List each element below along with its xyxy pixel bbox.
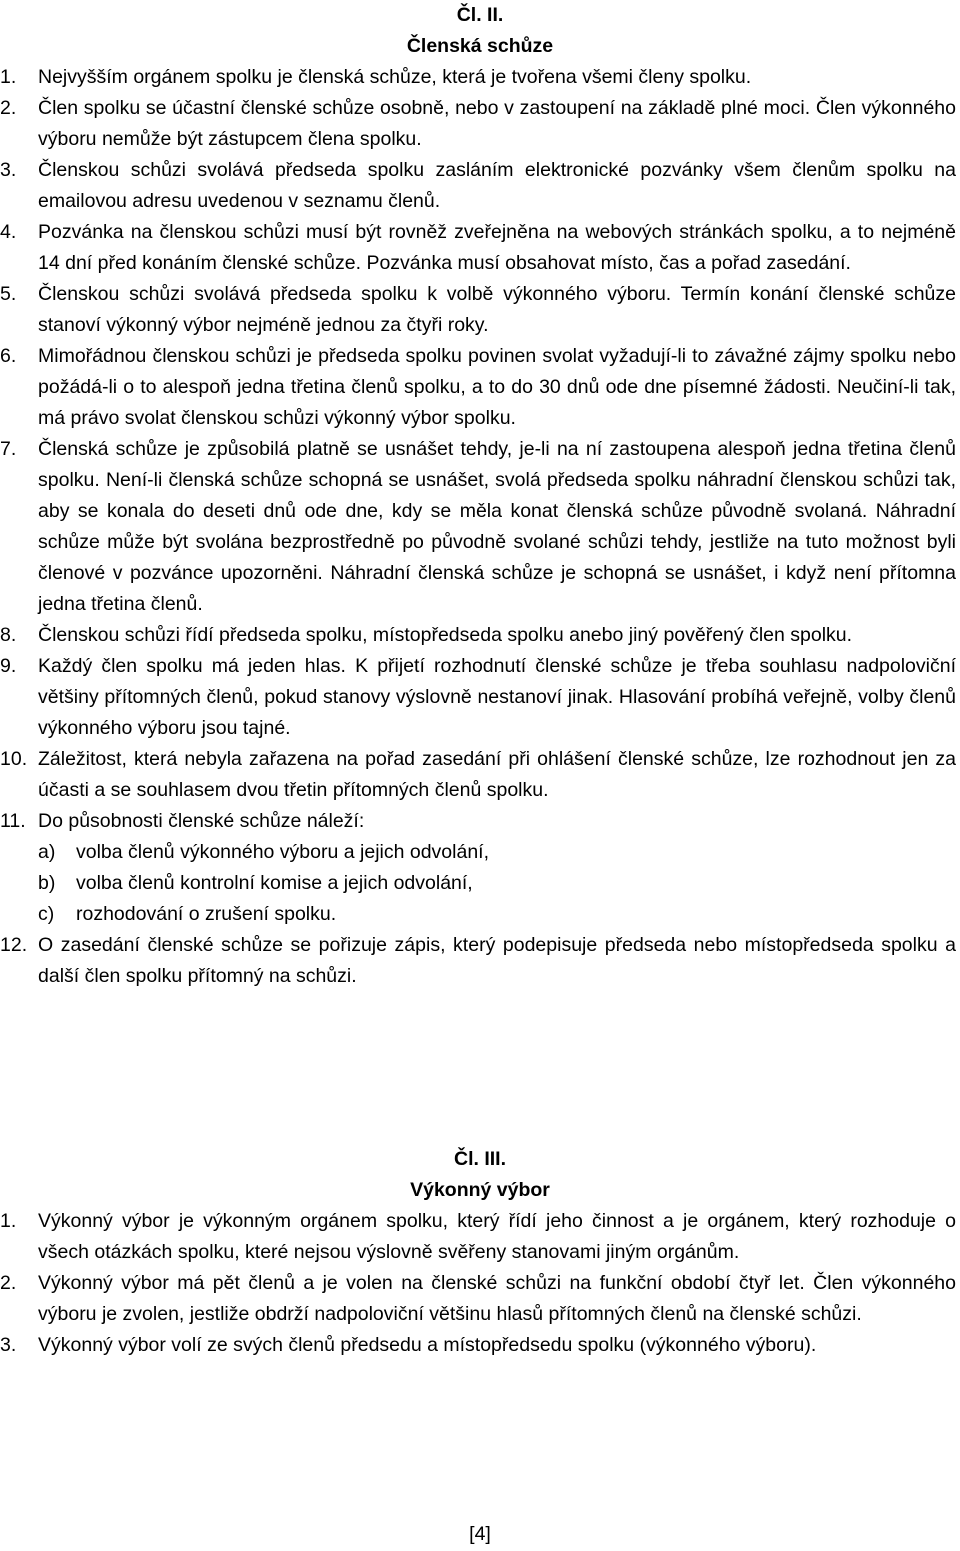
list-item [0, 1206, 956, 1268]
item-number: 9. [0, 655, 17, 677]
item-number: 6. [0, 345, 17, 367]
sub-list-item [38, 899, 956, 930]
sub-list-item [38, 868, 956, 899]
article-3 [0, 1144, 960, 1361]
article-2-list [0, 62, 956, 992]
item-number: 12. [0, 934, 28, 956]
article-2-title: Členská schůze [406, 35, 554, 57]
item-text: Záležitost, která nebyla zařazena na pořad zasedání při ohlášení členské schůze, lze rozhodnout jen za účasti a se souhlasem dvou třetin přítomných členů spolku. [38, 748, 956, 801]
item-text: Mimořádnou členskou schůzi je předseda spolku povinen svolat vyžadují-li to závažné zájmy spolku nebo požádá-li o to alespoň jedna třetina členů spolku, a to do 30 dnů ode dne písemné žádosti. Neučiní-li tak, má právo svolat členskou schůzi výkonný výbor spolku. [38, 345, 956, 429]
list-item [0, 434, 956, 620]
item-text: Každý člen spolku má jeden hlas. K přijetí rozhodnutí členské schůze je třeba souhlasu nadpoloviční většiny přítomných členů, pokud stanovy výslovně nestanoví jinak. Hlasování probíhá veřejně, volby členů výkonného výboru jsou tajné. [38, 655, 956, 739]
item-number: 2. [0, 1272, 17, 1294]
sub-item-text: volba členů výkonného výboru a jejich odvolání, [76, 841, 490, 863]
list-item [0, 279, 956, 341]
list-item [0, 93, 956, 155]
item-number: 8. [0, 624, 17, 646]
page-number: [4] [469, 1523, 491, 1545]
list-item [0, 744, 956, 806]
item-text: Výkonný výbor má pět členů a je volen na členské schůzi na funkční období čtyř let. Člen výkonného výboru je zvolen, jestliže obdrží nadpoloviční většinu hlasů přítomných členů na členské schůzi. [38, 1272, 956, 1325]
list-item [0, 1330, 956, 1361]
item-text: Výkonný výbor je výkonným orgánem spolku, který řídí jeho činnost a je orgánem, který rozhoduje o všech otázkách spolku, které nejsou výslovně svěřeny stanovami jiným orgánům. [38, 1210, 956, 1263]
item-number: 10. [0, 748, 28, 770]
list-item [0, 341, 956, 434]
list-item [0, 62, 956, 93]
item-text: O zasedání členské schůze se pořizuje zápis, který podepisuje předseda nebo místopředseda spolku a další člen spolku přítomný na schůzi. [38, 934, 956, 987]
list-item [0, 155, 956, 217]
item-number: 2. [0, 97, 17, 119]
sub-item-letter: a) [38, 841, 56, 863]
item-number: 4. [0, 221, 17, 243]
article-2-number: Čl. II. [456, 4, 504, 26]
item-number: 1. [0, 66, 17, 88]
competence-sublist [0, 837, 956, 930]
item-number: 7. [0, 438, 17, 460]
item-number: 5. [0, 283, 17, 305]
article-3-title: Výkonný výbor [410, 1179, 550, 1201]
item-text: Členskou schůzi svolává předseda spolku k volbě výkonného výboru. Termín konání členské schůze stanoví výkonný výbor nejméně jednou za čtyři roky. [38, 283, 956, 336]
item-text: Pozvánka na členskou schůzi musí být rovněž zveřejněna na webových stránkách spolku, a to nejméně 14 dní před konáním členské schůze. Pozvánka musí obsahovat místo, čas a pořad zasedání. [38, 221, 956, 274]
list-item [0, 806, 956, 930]
list-item [0, 651, 956, 744]
item-text: Členskou schůzi řídí předseda spolku, místopředseda spolku anebo jiný pověřený člen spolku. [38, 624, 853, 646]
item-number: 3. [0, 1334, 17, 1356]
item-text: Členská schůze je způsobilá platně se usnášet tehdy, je-li na ní zastoupena alespoň jedna třetina členů spolku. Není-li členská schůze schopná se usnášet, svolá předseda spolku náhradní členskou schůzi tak, aby se konala do deseti dnů ode dne, kdy se měla konat členská schůze původně svolaná. Náhradní schůze může být svolána bezprostředně po původně svolané schůzi tehdy, jestliže na tuto možnost byli členové v pozvánce upozorněni. Náhradní členská schůze je schopná se usnášet, i když není přítomna jedna třetina členů. [38, 438, 956, 615]
item-text: Členskou schůzi svolává předseda spolku zasláním elektronické pozvánky všem členům spolku na emailovou adresu uvedenou v seznamu členů. [38, 159, 956, 212]
item-number: 3. [0, 159, 17, 181]
sub-item-text: rozhodování o zrušení spolku. [76, 903, 337, 925]
list-item [0, 930, 956, 992]
item-number: 1. [0, 1210, 17, 1232]
item-text: Výkonný výbor volí ze svých členů předsedu a místopředsedu spolku (výkonného výboru). [38, 1334, 817, 1356]
item-text: Nejvyšším orgánem spolku je členská schůze, která je tvořena všemi členy spolku. [38, 66, 752, 88]
sub-list-item [38, 837, 956, 868]
item-number: 11. [0, 810, 26, 832]
article-3-list [0, 1206, 956, 1361]
item-text: Člen spolku se účastní členské schůze osobně, nebo v zastoupení na základě plné moci. Člen výkonného výboru nemůže být zástupcem člena spolku. [38, 97, 956, 150]
list-item [0, 217, 956, 279]
sub-item-letter: b) [38, 872, 56, 894]
list-item [0, 620, 956, 651]
item-text: Do působnosti členské schůze náleží: [38, 810, 365, 832]
sub-item-letter: c) [38, 903, 55, 925]
list-item [0, 1268, 956, 1330]
sub-item-text: volba členů kontrolní komise a jejich odvolání, [76, 872, 473, 894]
article-3-number: Čl. III. [453, 1148, 506, 1170]
